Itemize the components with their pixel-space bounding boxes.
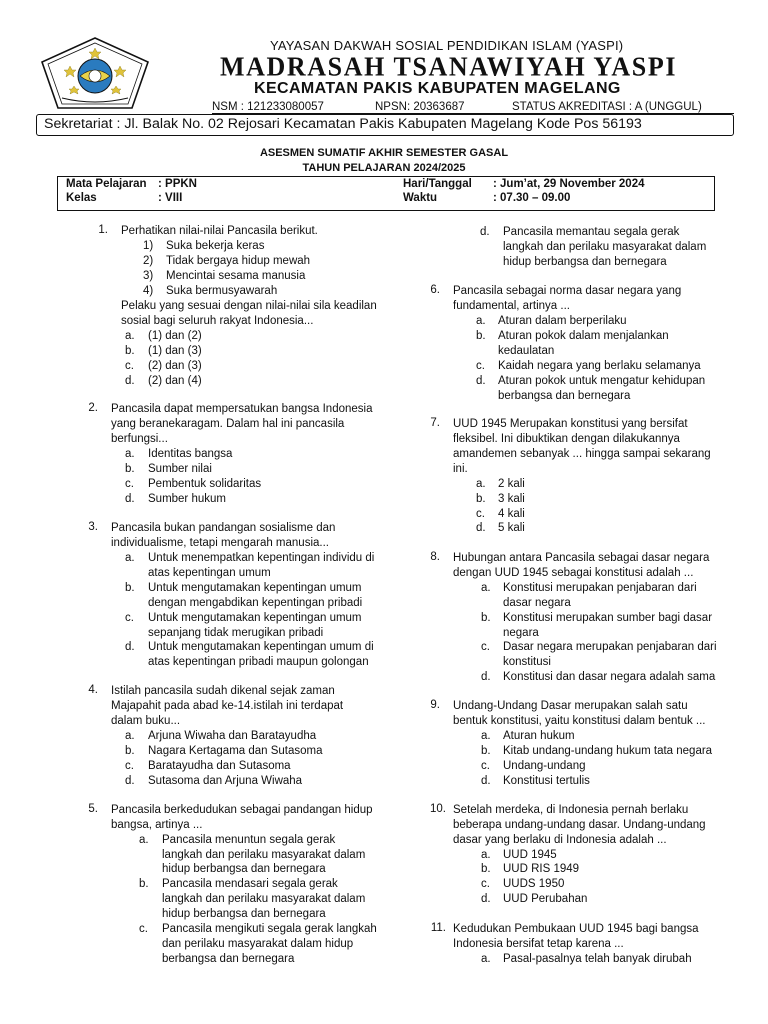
answer-option: sepanjang tidak merugikan pribadi (148, 627, 324, 639)
option-letter: b. (125, 463, 135, 475)
option-letter: b. (476, 330, 486, 342)
question-number: 6. (430, 284, 440, 296)
question-text: amandemen sebanyak ... hingga sampai sekarang (453, 448, 711, 460)
answer-option: (1) dan (2) (148, 330, 202, 342)
answer-option: Untuk mengutamakan kepentingan umum di (148, 641, 374, 653)
answer-option: konstitusi (503, 656, 551, 668)
option-letter: c. (125, 478, 134, 490)
answer-option: UUD 1945 (503, 849, 557, 861)
item-number: 4) (143, 285, 154, 297)
option-letter: d. (476, 522, 486, 534)
question-number: 4. (88, 684, 98, 696)
nsm-number: NSM : 121233080057 (212, 101, 324, 113)
district-name: KECAMATAN PAKIS KABUPATEN MAGELANG (254, 80, 621, 97)
answer-option: hidup berbangsa dan bernegara (503, 256, 667, 268)
answer-option: Sumber nilai (148, 463, 212, 475)
list-item: Suka bekerja keras (166, 240, 265, 252)
answer-option: Nagara Kertagama dan Sutasoma (148, 745, 323, 757)
answer-option: Identitas bangsa (148, 448, 233, 460)
question-text: Undang-Undang Dasar merupakan salah satu (453, 700, 688, 712)
option-letter: d. (125, 641, 135, 653)
option-letter: c. (125, 612, 134, 624)
school-logo (40, 36, 150, 110)
question-text: Hubungan antara Pancasila sebagai dasar negara (453, 552, 710, 564)
exam-year: TAHUN PELAJARAN 2024/2025 (302, 162, 466, 174)
answer-option: hidup berbangsa dan bernegara (162, 908, 326, 920)
answer-option: Arjuna Wiwaha dan Baratayudha (148, 730, 317, 742)
question-text: individualisme, tetapi mengarah manusia... (111, 537, 329, 549)
option-letter: a. (476, 315, 486, 327)
option-letter: a. (125, 552, 135, 564)
subject-label: Mata Pelajaran (66, 178, 147, 190)
option-letter: b. (125, 745, 135, 757)
option-letter: d. (481, 893, 491, 905)
answer-option: Konstitusi tertulis (503, 775, 590, 787)
class-label: Kelas (66, 192, 97, 204)
question-number: 3. (88, 521, 98, 533)
option-letter: c. (476, 508, 485, 520)
answer-option: Kitab undang-undang hukum tata negara (503, 745, 713, 757)
question-number: 7. (430, 417, 440, 429)
question-text: Pancasila dapat mempersatukan bangsa Indonesia (111, 403, 373, 415)
answer-option: dan perilaku masyarakat dalam hidup (162, 938, 354, 950)
answer-option: atas kepentingan pribadi maupun golongan (148, 656, 369, 668)
answer-option: dasar negara (503, 597, 571, 609)
question-number: 5. (88, 803, 98, 815)
option-letter: d. (481, 775, 491, 787)
school-name: MADRASAH TSANAWIYAH YASPI (220, 51, 678, 82)
question-number: 9. (430, 699, 440, 711)
answer-option: langkah dan perilaku masyarakat dalam (162, 893, 366, 905)
item-number: 3) (143, 270, 154, 282)
question-text: yang beranekaragam. Dalam hal ini pancasila (111, 418, 345, 430)
option-letter: a. (481, 953, 491, 965)
answer-option: langkah dan perilaku masyarakat dalam (162, 849, 366, 861)
option-letter: c. (139, 923, 148, 935)
option-letter: a. (125, 730, 135, 742)
answer-option: Dasar negara merupakan penjabaran dari (503, 641, 717, 653)
option-letter: d. (125, 775, 135, 787)
question-text: Kedudukan Pembukaan UUD 1945 bagi bangsa (453, 923, 699, 935)
option-letter: a. (125, 330, 135, 342)
date-label: Hari/Tanggal (403, 178, 472, 190)
answer-option: Pancasila memantau segala gerak (503, 226, 680, 238)
answer-option: Aturan pokok dalam menjalankan (498, 330, 669, 342)
answer-option: Konstitusi dan dasar negara adalah sama (503, 671, 716, 683)
date-value: : Jum’at, 29 November 2024 (493, 178, 645, 190)
option-letter: d. (125, 493, 135, 505)
answer-option: berbangsa dan bernegara (162, 953, 295, 965)
answer-option: Pancasila menuntun segala gerak (162, 834, 336, 846)
option-letter: b. (125, 582, 135, 594)
answer-option: dengan mengabdikan kepentingan pribadi (148, 597, 363, 609)
answer-option: Undang-undang (503, 760, 586, 772)
option-letter: a. (481, 730, 491, 742)
answer-option: UUD RIS 1949 (503, 863, 580, 875)
foundation-name: YAYASAN DAKWAH SOSIAL PENDIDIKAN ISLAM (YASPI) (270, 38, 624, 53)
answer-option: Aturan hukum (503, 730, 575, 742)
option-letter: b. (481, 612, 491, 624)
question-text: fleksibel. Ini dibuktikan dengan dilakukannya (453, 433, 680, 445)
option-letter: a. (476, 478, 486, 490)
question-text: Perhatikan nilai-nilai Pancasila berikut. (121, 225, 318, 237)
option-letter: a. (481, 582, 491, 594)
answer-option: Untuk menempatkan kepentingan individu di (148, 552, 375, 564)
option-letter: b. (139, 878, 149, 890)
answer-option: 2 kali (498, 478, 525, 490)
time-label: Waktu (403, 192, 438, 204)
list-item: Suka bermusyawarah (166, 285, 278, 297)
list-item: Tidak bergaya hidup mewah (166, 255, 311, 267)
answer-option: Pasal-pasalnya telah banyak dirubah (503, 953, 692, 965)
question-text: bentuk konstitusi, yaitu konstitusi dalam bentuk ... (453, 715, 706, 727)
exam-title: ASESMEN SUMATIF AKHIR SEMESTER GASAL (259, 147, 509, 159)
question-text: berfungsi... (111, 433, 168, 445)
item-number: 1) (143, 240, 154, 252)
question-text: UUD 1945 Merupakan konstitusi yang bersifat (453, 418, 688, 430)
answer-option: negara (503, 627, 539, 639)
option-letter: c. (476, 360, 485, 372)
answer-option: 5 kali (498, 522, 525, 534)
answer-option: atas kepentingan umum (148, 567, 271, 579)
option-letter: c. (481, 760, 490, 772)
question-text: Pancasila bukan pandangan sosialisme dan (111, 522, 336, 534)
question-text: Pancasila berkedudukan sebagai pandangan hidup (111, 804, 373, 816)
answer-option: (2) dan (4) (148, 375, 202, 387)
question-number: 11. (430, 922, 446, 934)
subject-value: : PPKN (158, 178, 197, 190)
option-letter: a. (125, 448, 135, 460)
answer-option: Aturan pokok untuk mengatur kehidupan (498, 375, 706, 387)
option-letter: c. (125, 360, 134, 372)
question-text: dasar yang berlaku di Indonesia adalah ... (453, 834, 667, 846)
question-text: Setelah merdeka, di Indonesia pernah berlaku (453, 804, 689, 816)
answer-option: Konstitusi merupakan sumber bagi dasar (503, 612, 713, 624)
answer-option: 4 kali (498, 508, 525, 520)
question-text: dengan UUD 1945 sebagai konstitusi adalah ... (453, 567, 694, 579)
question-text: beberapa undang-undang dasar. Undang-undang (453, 819, 706, 831)
answer-option: UUD Perubahan (503, 893, 588, 905)
option-letter: c. (125, 760, 134, 772)
answer-option: kedaulatan (498, 345, 555, 357)
answer-option: Konstitusi merupakan penjabaran dari (503, 582, 697, 594)
option-letter: c. (481, 641, 490, 653)
secretariat-address: Sekretariat : Jl. Balak No. 02 Rejosari Kecamatan Pakis Kabupaten Magelang Kode Pos 56193 (44, 116, 642, 132)
class-value: : VIII (158, 192, 183, 204)
answer-option: berbangsa dan bernegara (498, 390, 631, 402)
question-text: ini. (453, 463, 468, 475)
question-text: bangsa, artinya ... (111, 819, 203, 831)
answer-option: Baratayudha dan Sutasoma (148, 760, 291, 772)
question-text: fundamental, artinya ... (453, 300, 570, 312)
accreditation-status: STATUS AKREDITASI : A (UNGGUL) (512, 101, 702, 113)
option-letter: b. (481, 745, 491, 757)
answer-option: Pancasila mengikuti segala gerak langkah (162, 923, 377, 935)
option-letter: a. (481, 849, 491, 861)
question-number: 1. (98, 224, 108, 236)
question-text: sosial bagi seluruh rakyat Indonesia... (121, 315, 314, 327)
answer-option: (1) dan (3) (148, 345, 202, 357)
answer-option: 3 kali (498, 493, 525, 505)
answer-option: Aturan dalam berperilaku (498, 315, 627, 327)
question-number: 2. (88, 402, 98, 414)
option-letter: d. (481, 671, 491, 683)
question-text: Pelaku yang sesuai dengan nilai-nilai sila keadilan (121, 300, 377, 312)
option-letter: a. (139, 834, 149, 846)
option-letter: d. (125, 375, 135, 387)
answer-option: Sutasoma dan Arjuna Wiwaha (148, 775, 303, 787)
question-number: 10. (430, 803, 446, 815)
answer-option: hidup berbangsa dan bernegara (162, 863, 326, 875)
question-text: Indonesia bersifat tetap karena ... (453, 938, 624, 950)
question-text: Majapahit pada abad ke-14.istilah ini terdapat (111, 700, 344, 712)
answer-option: langkah dan perilaku masyarakat dalam (503, 241, 707, 253)
question-number: 8. (430, 551, 440, 563)
option-letter: b. (476, 493, 486, 505)
question-text: Istilah pancasila sudah dikenal sejak zaman (111, 685, 335, 697)
answer-option: Pancasila mendasari segala gerak (162, 878, 338, 890)
answer-option: (2) dan (3) (148, 360, 202, 372)
answer-option: Kaidah negara yang berlaku selamanya (498, 360, 701, 372)
answer-option: Untuk mengutamakan kepentingan umum (148, 582, 362, 594)
option-letter: d. (480, 226, 490, 238)
answer-option: Untuk mengutamakan kepentingan umum (148, 612, 362, 624)
option-letter: b. (481, 863, 491, 875)
answer-option: Pembentuk solidaritas (148, 478, 262, 490)
time-value: : 07.30 – 09.00 (493, 192, 571, 204)
list-item: Mencintai sesama manusia (166, 270, 306, 282)
npsn-number: NPSN: 20363687 (375, 101, 465, 113)
option-letter: d. (476, 375, 486, 387)
item-number: 2) (143, 255, 154, 267)
answer-option: Sumber hukum (148, 493, 226, 505)
option-letter: c. (481, 878, 490, 890)
option-letter: b. (125, 345, 135, 357)
question-text: dalam buku... (111, 715, 181, 727)
answer-option: UUDS 1950 (503, 878, 565, 890)
question-text: Pancasila sebagai norma dasar negara yang (453, 285, 682, 297)
